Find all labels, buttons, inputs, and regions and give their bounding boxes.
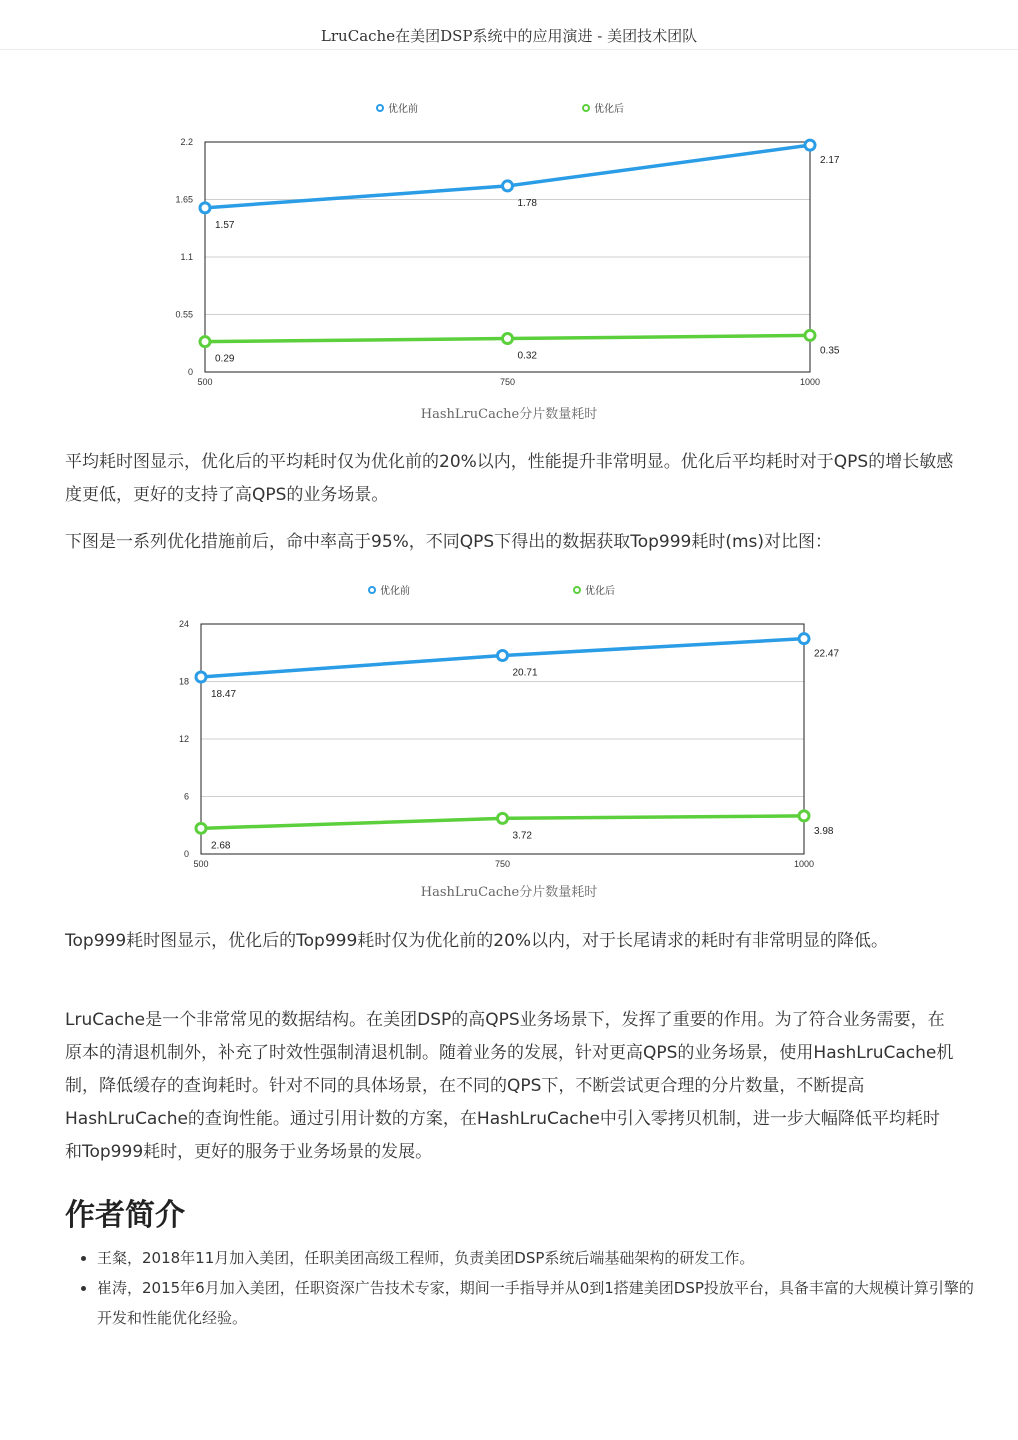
y-tick-label: 0: [183, 849, 189, 859]
y-tick-label: 24: [178, 619, 189, 629]
data-point: [200, 337, 210, 347]
y-tick-label: 6: [183, 791, 189, 802]
y-tick-label: 0: [187, 367, 193, 377]
paragraph-2: 下图是一系列优化措施前后，命中率高于95%，不同QPS下得出的数据获取Top999耗时(ms)对比图：: [65, 532, 833, 552]
data-label: 18.47: [211, 688, 237, 700]
x-tick-label: 500: [197, 377, 213, 387]
page-header: [0, 0, 1018, 50]
data-point: [196, 823, 206, 833]
data-label: 1.57: [215, 219, 235, 231]
y-tick-label: 12: [178, 734, 189, 744]
page-title: LruCache在美团DSP系统中的应用演进 - 美团技术团队: [320, 27, 698, 45]
legend-marker: [574, 587, 580, 593]
y-tick-label: 18: [178, 676, 189, 687]
data-point: [196, 672, 206, 682]
data-label: 22.47: [814, 648, 840, 660]
data-point: [498, 651, 508, 661]
legend-marker: [583, 105, 589, 111]
author-item: • 王粲，2018年11月加入美团，任职美团高级工程师，负责美团DSP系统后端基础架构的研发工作。: [97, 1243, 987, 1273]
x-tick-label: 750: [499, 377, 516, 387]
data-label: 3.72: [512, 830, 532, 842]
data-label: 0.29: [215, 353, 235, 365]
legend-label: 优化后: [594, 104, 624, 115]
chart-average-latency: [0, 92, 1018, 392]
data-label: 3.98: [814, 825, 834, 837]
y-tick-label: 0.55: [175, 309, 193, 320]
legend-marker: [377, 105, 383, 111]
x-tick-label: 750: [494, 859, 511, 869]
chart-caption-1: HashLruCache分片数量耗时: [420, 407, 598, 422]
data-point: [799, 811, 809, 821]
data-point: [805, 140, 815, 150]
data-point: [200, 203, 210, 213]
data-label: 0.32: [517, 350, 537, 362]
data-point: [498, 813, 508, 823]
series-line: [205, 145, 810, 208]
data-point: [805, 330, 815, 340]
data-point: [799, 634, 809, 644]
y-tick-label: 2.2: [180, 137, 193, 147]
y-tick-label: 1.1: [180, 252, 193, 262]
chart-caption-2: HashLruCache分片数量耗时: [420, 885, 598, 900]
data-point: [503, 181, 513, 191]
chart-top999-latency-svg: [0, 574, 1018, 874]
legend-marker: [369, 587, 375, 593]
data-label: 0.35: [820, 345, 840, 357]
paragraph-1: 平均耗时图显示，优化后的平均耗时仅为优化前的20%以内，性能提升非常明显。优化后平均耗时对于QPS的增长敏感度更低，更好的支持了高QPS的业务场景。: [65, 452, 954, 505]
data-label: 20.71: [512, 667, 538, 679]
x-tick-label: 1000: [799, 377, 821, 387]
data-label: 2.68: [211, 840, 231, 852]
x-tick-label: 1000: [793, 859, 815, 869]
legend-label: 优化后: [585, 586, 615, 597]
y-tick-label: 1.65: [175, 194, 193, 205]
chart-top999-latency: [0, 574, 1018, 874]
author-list: [65, 1243, 987, 1333]
author-item: • 崔涛，2015年6月加入美团，任职资深广告技术专家，期间一手指导并从0到1搭建美团DSP投放平台，具备丰富的大规模计算引擎的开发和性能优化经验。: [97, 1273, 987, 1333]
paragraph-4: LruCache是一个非常常见的数据结构。在美团DSP的高QPS业务场景下，发挥了重要的作用。为了符合业务需要，在原本的清退机制外，补充了时效性强制清退机制。随着业务的发展，针对更高QPS的业务场景，使用HashLruCache机制，降低缓存的查询耗时。针对不同的具体场景，在不同的QPS下，不断尝试更合理的分片数量，不断提高HashLruCache的查询性能。通过引用计数的方案，在HashLruCache中引入零拷贝机制，进一步大幅降低平均耗时和Top999耗时，更好的服务于业务场景的发展。: [65, 1010, 954, 1162]
x-tick-label: 500: [193, 859, 209, 869]
chart-average-latency-svg: [0, 92, 1018, 392]
data-label: 1.78: [517, 197, 537, 209]
paragraph-3: Top999耗时图显示，优化后的Top999耗时仅为优化前的20%以内，对于长尾请求的耗时有非常明显的降低。: [65, 931, 889, 951]
legend-label: 优化前: [388, 104, 418, 115]
data-point: [503, 334, 513, 344]
legend-label: 优化前: [380, 586, 410, 597]
data-label: 2.17: [820, 155, 840, 167]
section-heading-authors: 作者简介: [65, 1198, 185, 1233]
